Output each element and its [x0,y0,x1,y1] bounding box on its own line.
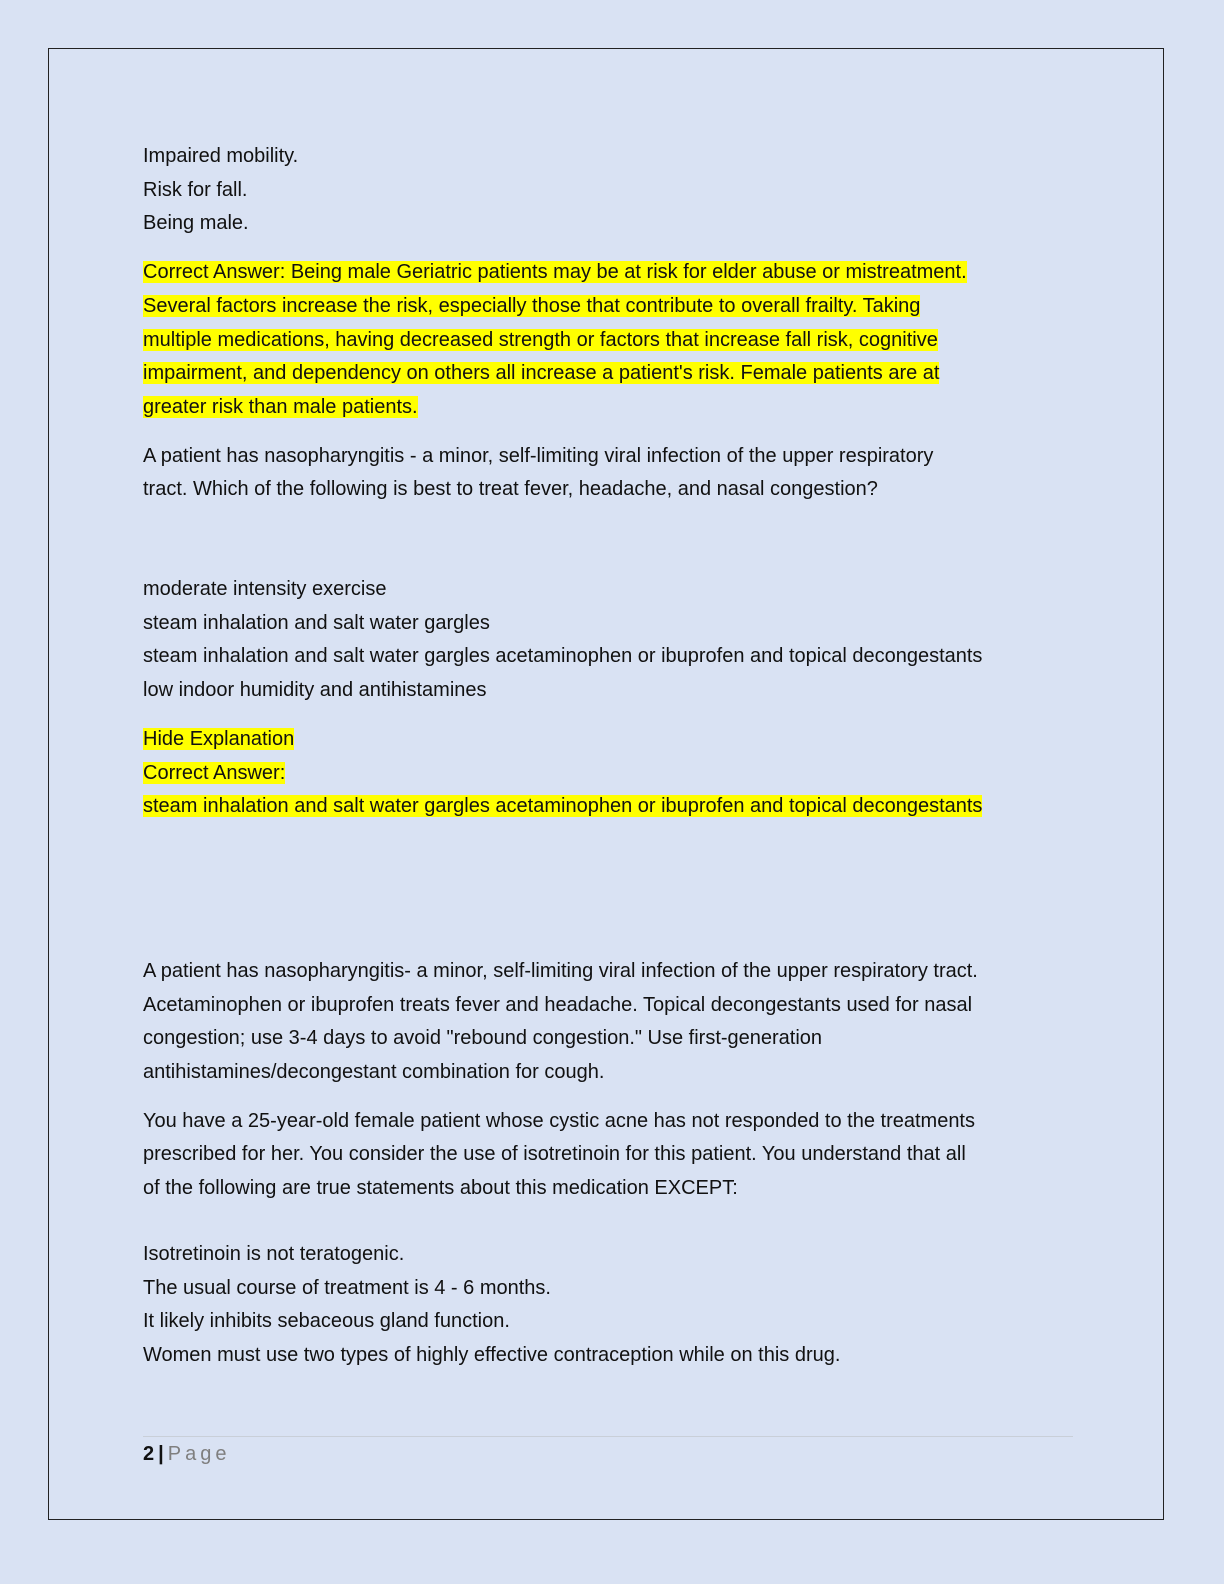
option-text: moderate intensity exercise [143,578,387,601]
question-2-answer [143,723,1083,824]
option-text: The usual course of treatment is 4 - 6 months. [143,1276,551,1299]
explanation-line: A patient has nasopharyngitis- a minor, self-limiting viral infection of the upper respiratory tract. [143,959,978,982]
correct-answer-label: Correct Answer: [143,761,286,784]
page-number: 2 [143,1443,155,1465]
question-3-text [143,1105,1083,1206]
option-text: Impaired mobility. [143,145,299,167]
explanation-line: Acetaminophen or ibuprofen treats fever and headache. Topical decongestants used for nasal [143,993,973,1016]
option-text: steam inhalation and salt water gargles acetaminophen or ibuprofen and topical decongestants [143,645,983,668]
highlighted-answer-line: Several factors increase the risk, especially those that contribute to overall frailty. Taking [143,294,921,317]
option-text: Being male. [143,212,249,235]
page-label: Page [167,1443,231,1465]
question-line: tract. Which of the following is best to treat fever, headache, and nasal congestion? [143,478,878,501]
question-2-options [143,573,1083,708]
document-body [143,140,1083,1373]
highlighted-answer-line: Correct Answer: Being male Geriatric patients may be at risk for elder abuse or mistreatment. [143,261,967,284]
highlighted-answer-line: greater risk than male patients. [143,395,418,418]
explanation-line: congestion; use 3-4 days to avoid "rebound congestion." Use first-generation [143,1027,823,1050]
correct-answer-text: steam inhalation and salt water gargles acetaminophen or ibuprofen and topical decongestants [143,795,983,818]
question-line: A patient has nasopharyngitis - a minor, self-limiting viral infection of the upper respiratory [143,444,934,467]
option-text: Risk for fall. [143,178,248,201]
question-1-answer-explanation [143,256,1083,425]
option-text: steam inhalation and salt water gargles [143,611,490,634]
question-3-options [143,1238,1083,1373]
question-2-explanation [143,955,1083,1090]
question-line: You have a 25-year-old female patient whose cystic acne has not responded to the treatments [143,1109,975,1132]
question-2-text [143,440,1083,507]
option-text: It likely inhibits sebaceous gland function. [143,1310,510,1333]
question-line: prescribed for her. You consider the use of isotretinoin for this patient. You understand that all [143,1143,966,1166]
option-text: Isotretinoin is not teratogenic. [143,1242,405,1265]
footer-separator: | [158,1443,164,1465]
explanation-line: antihistamines/decongestant combination for cough. [143,1061,605,1084]
highlighted-answer-line: impairment, and dependency on others all increase a patient's risk. Female patients are at [143,362,940,385]
hide-explanation-label: Hide Explanation [143,727,295,750]
option-text: Women must use two types of highly effective contraception while on this drug. [143,1343,841,1366]
highlighted-answer-line: multiple medications, having decreased strength or factors that increase fall risk, cognitive [143,328,938,351]
footer-divider [143,1436,1073,1437]
question-line: of the following are true statements about this medication EXCEPT: [143,1177,738,1200]
question-1-options [143,140,1083,241]
page-footer [143,1440,230,1468]
option-text: low indoor humidity and antihistamines [143,679,487,702]
